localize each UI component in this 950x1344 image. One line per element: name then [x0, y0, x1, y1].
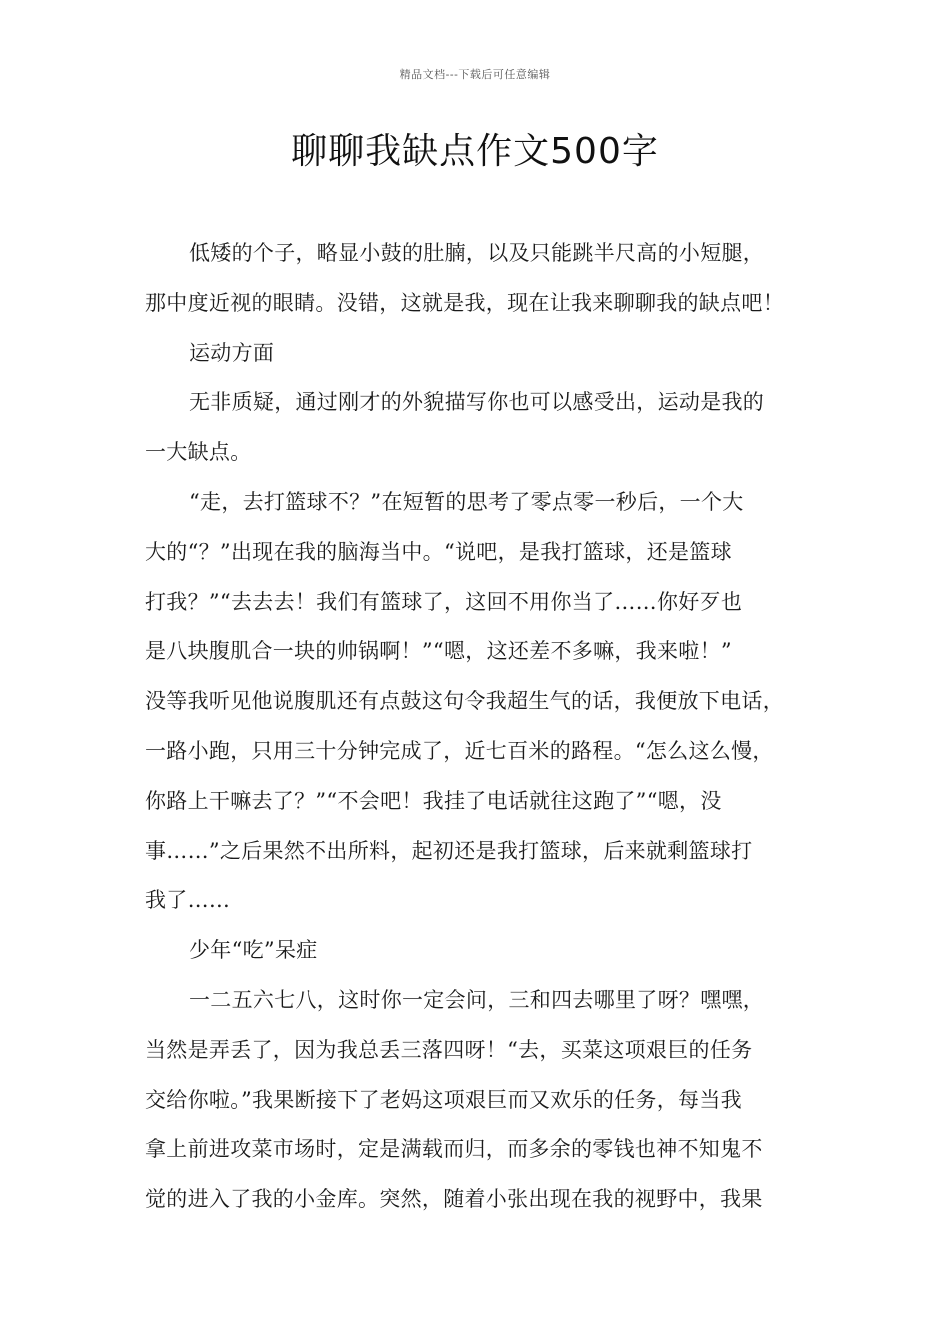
body-line: 你路上干嘛去了？”“不会吧！我挂了电话就往这跑了”“嗯，没	[145, 788, 722, 813]
body-line: 一大缺点。	[145, 440, 252, 465]
body-line: 打我？”“去去去！我们有篮球了，这回不用你当了……你好歹也	[145, 589, 743, 614]
body-line: 那中度近视的眼睛。没错，这就是我，现在让我来聊聊我的缺点吧！	[145, 290, 784, 315]
body-line: 事……”之后果然不出所料，起初还是我打篮球，后来就剩篮球打	[145, 838, 753, 863]
body-line: 低矮的个子，略显小鼓的肚腩，以及只能跳半尺高的小短腿，	[189, 241, 765, 265]
body-line: 当然是弄丢了，因为我总丢三落四呀！“去，买菜这项艰巨的任务	[145, 1037, 753, 1062]
body-line: 无非质疑，通过刚才的外貌描写你也可以感受出，运动是我的	[189, 390, 765, 415]
document-body	[145, 229, 821, 1225]
body-line: 交给你啦。”我果断接下了老妈这项艰巨而又欢乐的任务，每当我	[145, 1087, 742, 1112]
body-line: 我了……	[145, 888, 231, 913]
body-line: 没等我听见他说腹肌还有点鼓这句令我超生气的话，我便放下电话，	[145, 689, 784, 714]
document-title: 聊聊我缺点作文500字	[291, 131, 659, 172]
body-line: 一路小跑，只用三十分钟完成了，近七百米的路程。“怎么这么慢，	[145, 738, 774, 763]
body-line: 拿上前进攻菜市场时，定是满载而归，而多余的零钱也神不知鬼不	[145, 1137, 763, 1162]
page-header: 精品文档---下载后可任意编辑	[399, 68, 551, 81]
body-line: 觉的进入了我的小金库。突然，随着小张出现在我的视野中，我果	[145, 1187, 763, 1212]
body-line: 是八块腹肌合一块的帅锅啊！”“嗯，这还差不多嘛，我来啦！”	[145, 639, 732, 664]
body-line: 一二五六七八，这时你一定会问，三和四去哪里了呀？嘿嘿，	[189, 987, 765, 1012]
body-line: “走，去打篮球不？”在短暂的思考了零点零一秒后，一个大	[189, 489, 744, 514]
section-heading: 少年“吃”呆症	[189, 938, 318, 963]
section-heading: 运动方面	[189, 340, 275, 365]
body-line: 大的“？”出现在我的脑海当中。“说吧，是我打篮球，还是篮球	[145, 539, 732, 564]
